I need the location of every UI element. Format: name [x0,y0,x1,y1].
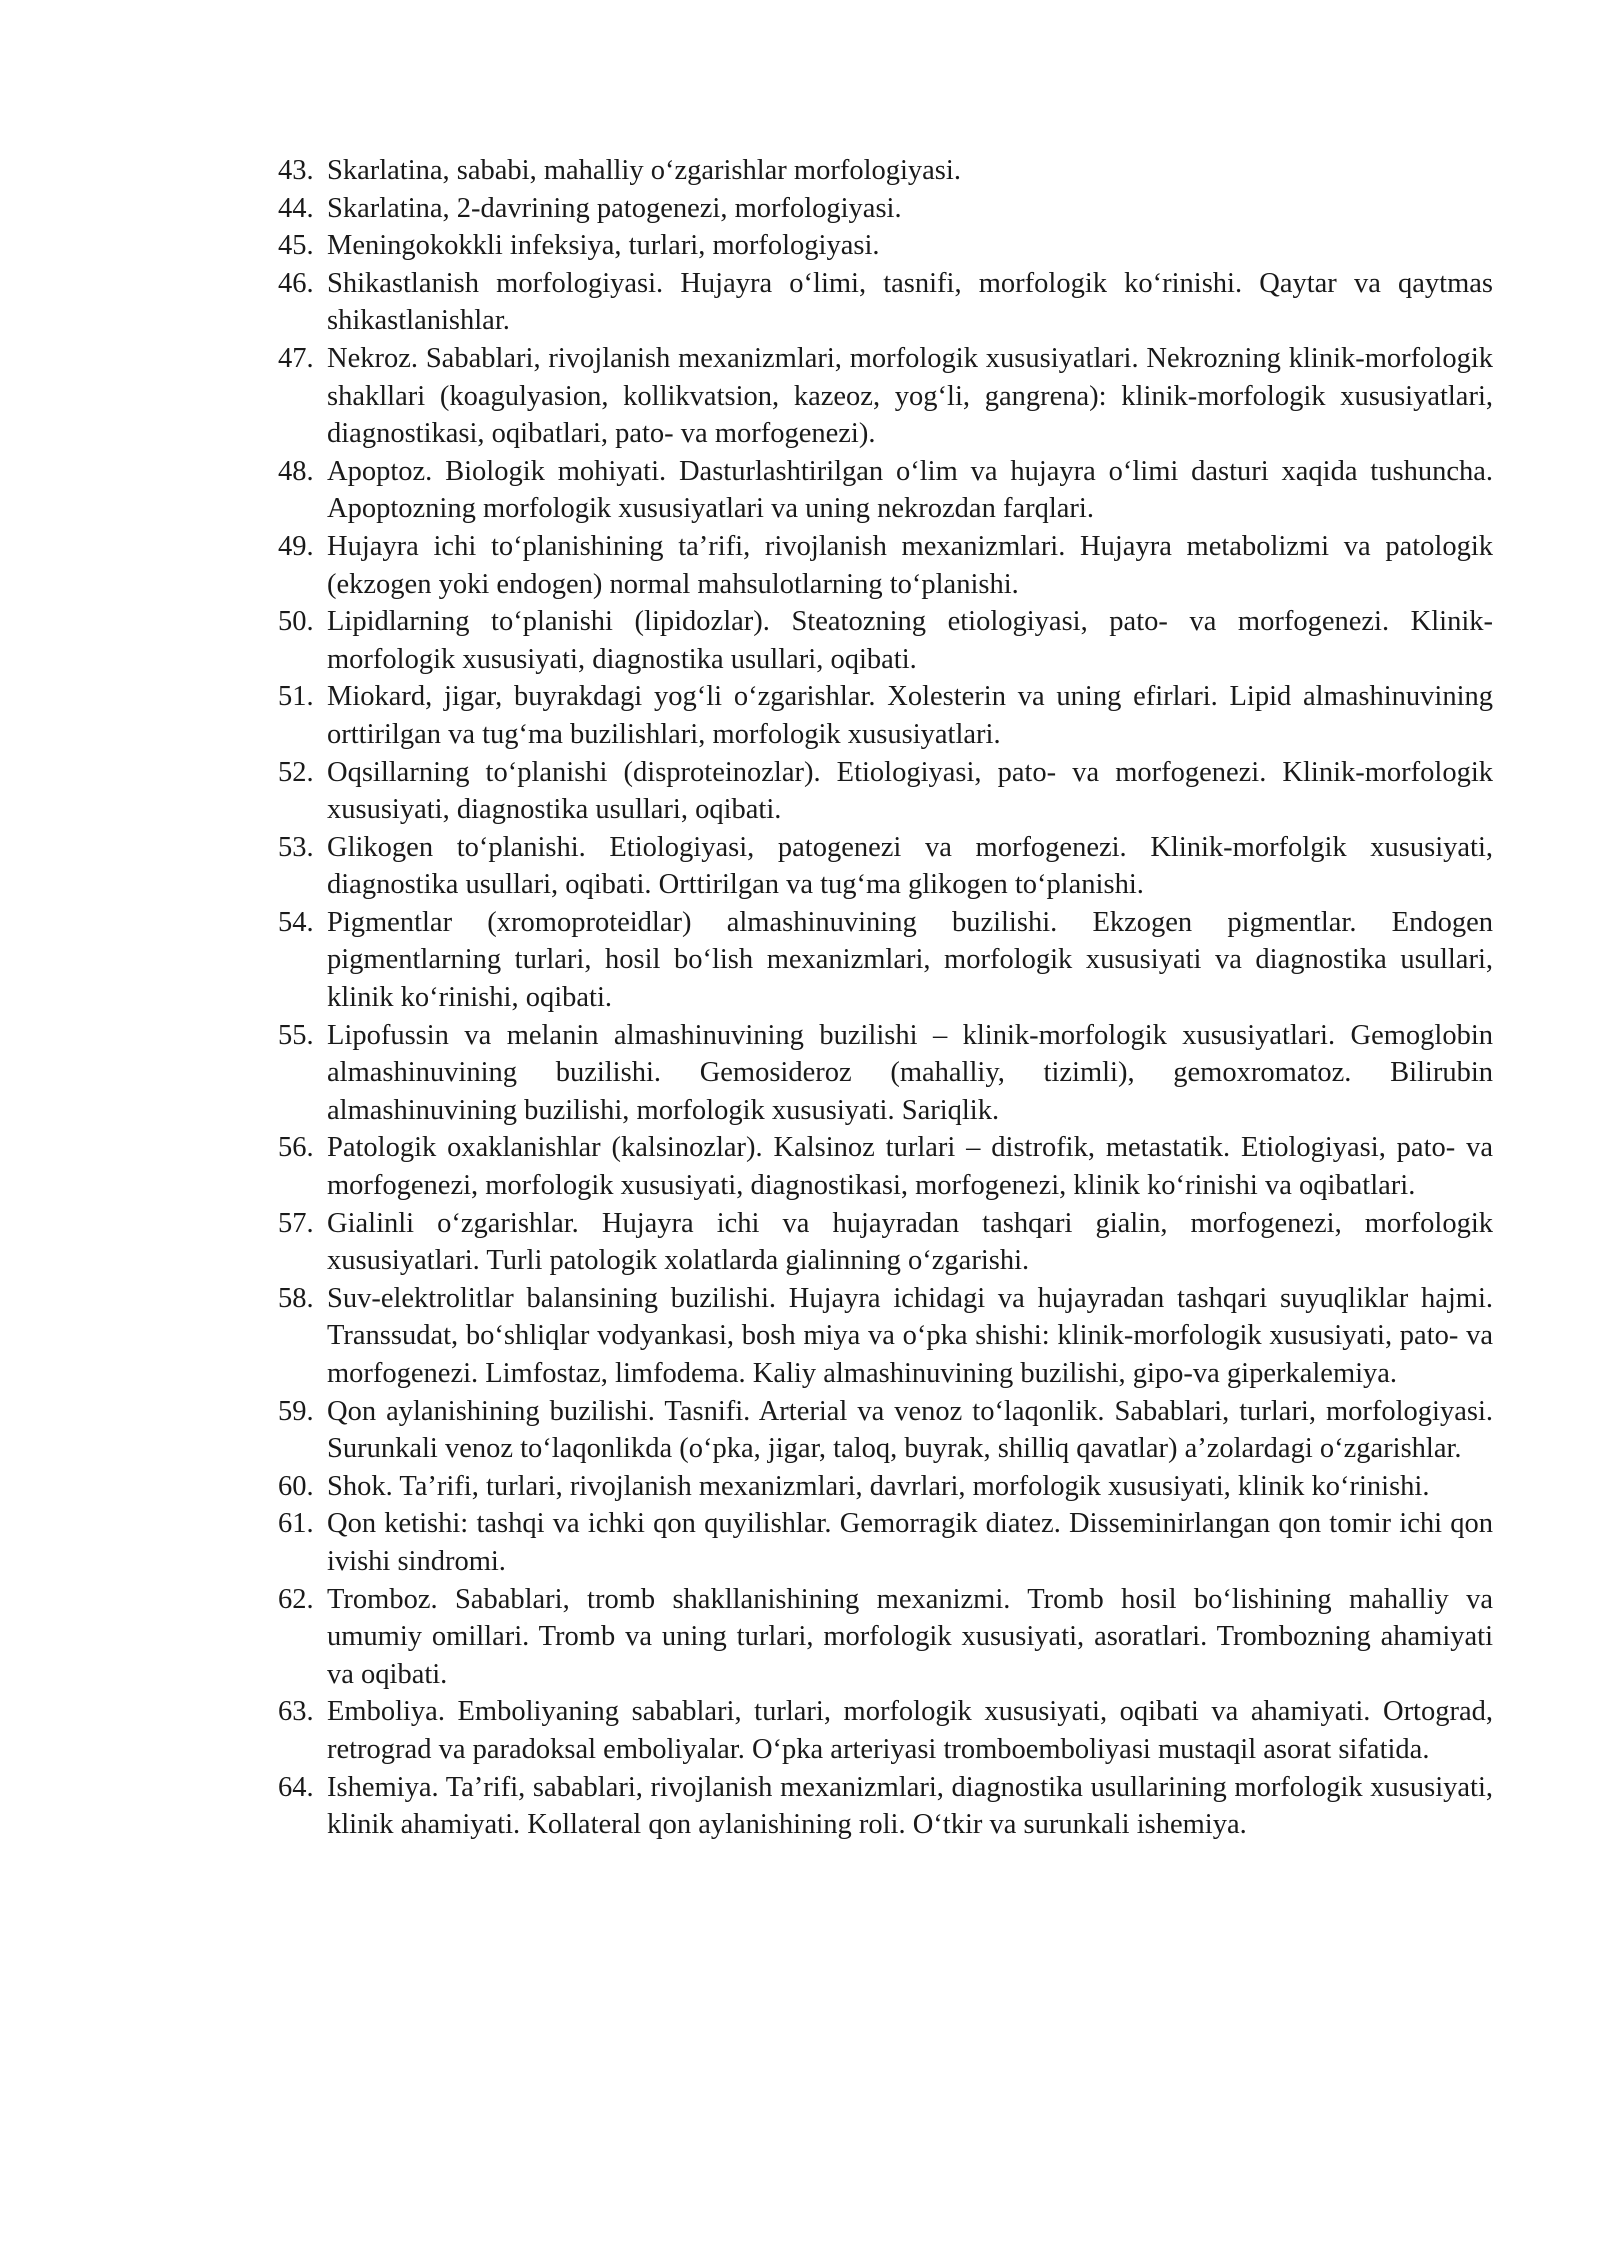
question-number: 44. [278,192,314,224]
question-number: 52. [278,756,314,788]
exam-question-list [278,152,1493,1844]
question-item [278,754,1493,829]
question-number: 50. [278,606,314,638]
question-item [278,678,1493,753]
question-item [278,265,1493,340]
question-text: Apoptoz. Biologik mohiyati. Dasturlashtirilgan o‘lim va hujayra o‘limi dasturi xaqida tushuncha. Apoptozning morfologik xususiyatlari va uning nekrozdan farqlari. [327,455,1493,525]
question-item [278,1693,1493,1768]
question-item [278,904,1493,1017]
question-item [278,340,1493,453]
question-number: 58. [278,1282,314,1314]
question-item [278,1205,1493,1280]
question-text: Suv-elektrolitlar balansining buzilishi. Hujayra ichidagi va hujayradan tashqari suyuqliklar hajmi. Transsudat, bo‘shliqlar vodyankasi, bosh miya va o‘pka shishi: klinik-morfologik xususiyati, pato- va morfogenezi. Limfostaz, limfodema. Kaliy almashinuvining buzilishi, gipo-va giperkalemiya. [327,1282,1493,1389]
question-item [278,227,1493,265]
question-text: Miokard, jigar, buyrakdagi yog‘li o‘zgarishlar. Xolesterin va uning efirlari. Lipid almashinuvining orttirilgan va tug‘ma buzilishlari, morfologik xususiyatlari. [327,681,1493,750]
question-text: Shok. Ta’rifi, turlari, rivojlanish mexanizmlari, davrlari, morfologik xususiyati, klinik ko‘rinishi. [327,1470,1430,1502]
question-item [278,528,1493,603]
question-item [278,1129,1493,1204]
question-number: 56. [278,1132,314,1164]
question-number: 47. [278,342,314,374]
question-item [278,1581,1493,1694]
question-text: Lipidlarning to‘planishi (lipidozlar). Steatozning etiologiyasi, pato- va morfogenezi. Klinik-morfologik xususiyati, diagnostika usullari, oqibati. [327,606,1493,675]
question-text: Tromboz. Sabablari, tromb shakllanishining mexanizmi. Tromb hosil bo‘lishining mahalliy va umumiy omillari. Tromb va uning turlari, morfologik xususiyati, asoratlari. Trombozning ahamiyati va oqibati. [327,1583,1493,1690]
question-number: 62. [278,1583,314,1615]
question-text: Meningokokkli infeksiya, turlari, morfologiyasi. [327,230,880,262]
question-number: 49. [278,530,314,562]
question-item [278,1468,1493,1506]
question-number: 48. [278,455,314,487]
question-number: 53. [278,831,314,863]
question-number: 59. [278,1395,314,1427]
question-number: 57. [278,1207,314,1239]
question-item [278,1017,1493,1130]
question-item [278,603,1493,678]
question-item [278,152,1493,190]
question-number: 45. [278,230,314,262]
question-number: 61. [278,1508,314,1540]
question-text: Qon ketishi: tashqi va ichki qon quyilishlar. Gemorragik diatez. Disseminirlangan qon tomir ichi qon ivishi sindromi. [327,1508,1493,1577]
question-number: 64. [278,1771,314,1803]
question-text: Patologik oxaklanishlar (kalsinozlar). Kalsinoz turlari – distrofik, metastatik. Etiologiyasi, pato- va morfogenezi, morfologik xususiyati, diagnostikasi, morfogenezi, klinik ko‘rinishi va oqibatlari. [327,1132,1493,1202]
question-text: Shikastlanish morfologiyasi. Hujayra o‘limi, tasnifi, morfologik ko‘rinishi. Qaytar va qaytmas shikastlanishlar. [327,267,1493,337]
question-text: Hujayra ichi to‘planishining ta’rifi, rivojlanish mexanizmlari. Hujayra metabolizmi va patologik (ekzogen yoki endogen) normal mahsulotlarning to‘planishi. [327,530,1493,600]
question-number: 46. [278,267,314,299]
question-text: Nekroz. Sabablari, rivojlanish mexanizmlari, morfologik xususiyatlari. Nekrozning klinik-morfologik shakllari (koagulyasion, kollikvatsion, kazeoz, yog‘li, gangrena): klinik-morfologik xususiyatlari, diagnostikasi, oqibatlari, pato- va morfogenezi). [327,342,1493,450]
question-text: Qon aylanishining buzilishi. Tasnifi. Arterial va venoz to‘laqonlik. Sabablari, turlari, morfologiyasi. Surunkali venoz to‘laqonlikda (o‘pka, jigar, taloq, buyrak, shilliq qavatlar) a’zolardagi o‘zgarishlar. [327,1395,1493,1465]
question-text: Emboliya. Emboliyaning sabablari, turlari, morfologik xususiyati, oqibati va ahamiyati. Ortograd, retrograd va paradoksal emboliyalar. O‘pka arteriyasi tromboemboliyasi mustaqil asorat sifatida. [327,1696,1493,1765]
question-item [278,1393,1493,1468]
question-number: 60. [278,1470,314,1502]
question-text: Skarlatina, sababi, mahalliy o‘zgarishlar morfologiyasi. [327,155,961,186]
question-item [278,190,1493,228]
question-number: 43. [278,155,314,186]
question-item [278,829,1493,904]
question-text: Lipofussin va melanin almashinuvining buzilishi – klinik-morfologik xususiyatlari. Gemoglobin almashinuvining buzilishi. Gemosideroz (mahalliy, tizimli), gemoxromatoz. Bilirubin almashinuvining buzilishi, morfologik xususiyati. Sariqlik. [327,1019,1493,1126]
question-text: Pigmentlar (xromoproteidlar) almashinuvining buzilishi. Ekzogen pigmentlar. Endogen pigmentlarning turlari, hosil bo‘lish mexanizmlari, morfologik xususiyati va diagnostika usullari, klinik ko‘rinishi, oqibati. [327,906,1493,1014]
question-item [278,1280,1493,1393]
question-item [278,1769,1493,1844]
question-number: 51. [278,681,314,713]
question-item [278,1505,1493,1580]
question-number: 54. [278,906,314,938]
question-text: Skarlatina, 2-davrining patogenezi, morfologiyasi. [327,192,902,224]
question-text: Gialinli o‘zgarishlar. Hujayra ichi va hujayradan tashqari gialin, morfogenezi, morfologik xususiyatlari. Turli patologik xolatlarda gialinning o‘zgarishi. [327,1207,1493,1277]
question-number: 63. [278,1696,314,1728]
question-item [278,453,1493,528]
question-number: 55. [278,1019,314,1051]
question-text: Glikogen to‘planishi. Etiologiyasi, patogenezi va morfogenezi. Klinik-morfolgik xususiyati, diagnostika usullari, oqibati. Orttirilgan va tug‘ma glikogen to‘planishi. [327,831,1493,901]
question-text: Ishemiya. Ta’rifi, sabablari, rivojlanish mexanizmlari, diagnostika usullarining morfologik xususiyati, klinik ahamiyati. Kollateral qon aylanishining roli. O‘tkir va surunkali ishemiya. [327,1771,1493,1841]
question-text: Oqsillarning to‘planishi (disproteinozlar). Etiologiyasi, pato- va morfogenezi. Klinik-morfologik xususiyati, diagnostika usullari, oqibati. [327,756,1493,826]
